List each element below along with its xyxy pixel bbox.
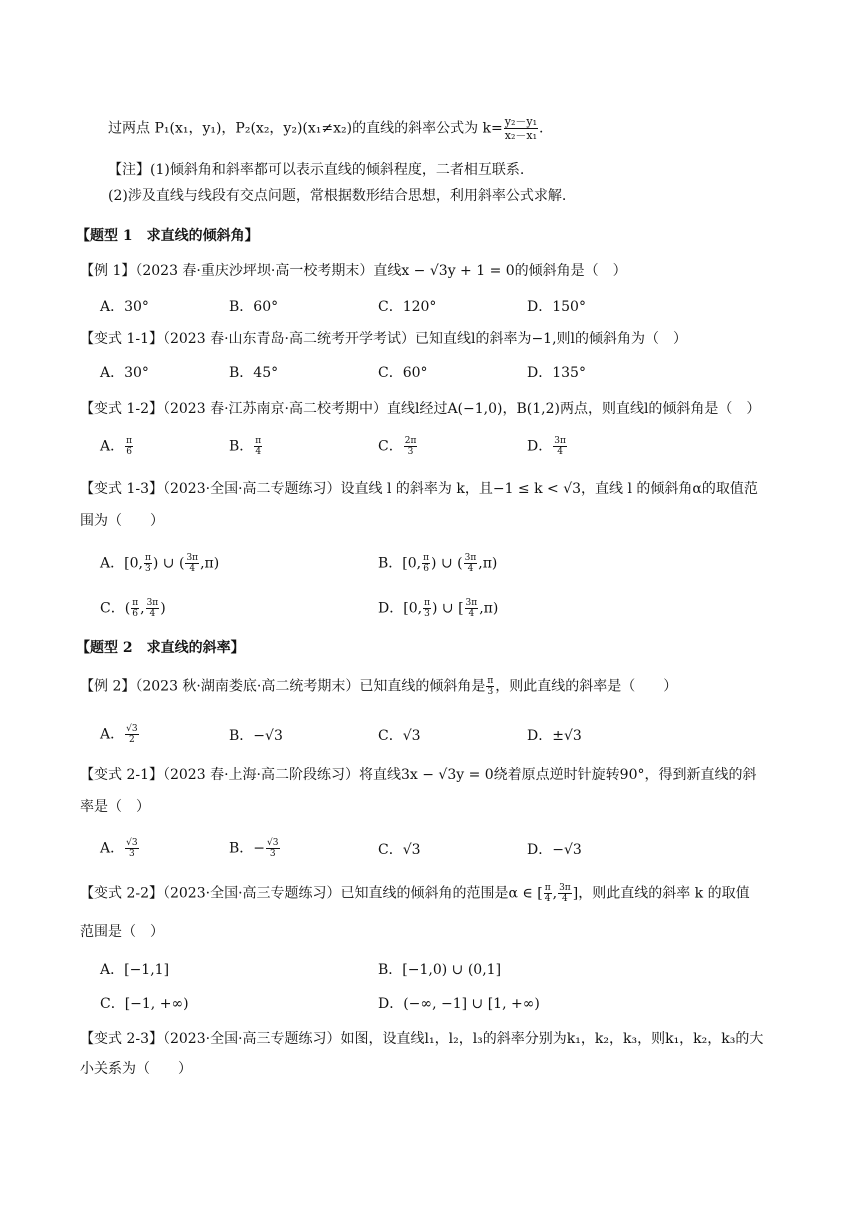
option-c: C．60°: [378, 365, 428, 381]
question-example-1: 【例 1】（2023 春·重庆沙坪坝·高一校考期末）直线x − √3y + 1 = 0的倾斜角是（ ）: [80, 263, 627, 279]
question-variant-1-1: 【变式 1-1】（2023 春·山东青岛·高二统考开学考试）已知直线l的斜率为−1,则l的倾斜角为（ ）: [80, 331, 688, 347]
option-a: A． $\frac{√3}{3}$: [100, 838, 138, 859]
option-d: D．150°: [527, 299, 586, 315]
question-variant-2-1: 【变式 2-1】（2023 春·上海·高二阶段练习）将直线3x − √3y = 0绕着原点逆时针旋转90°，得到新直线的斜: [80, 767, 757, 783]
option-b: B．[0, $\frac{\pi}{6}$ ) ∪ ( $\frac{3\pi}{4}$ ,π): [378, 553, 498, 574]
option-d: D．−√3: [527, 842, 582, 858]
question-variant-2-3-cont: 小关系为（ ）: [80, 1061, 192, 1077]
option-d: D．[0, $\frac{\pi}{3}$ ) ∪ [ $\frac{3\pi}{4}$ ,π): [378, 598, 499, 619]
option-b: B． $\frac{\pi}{4}$: [229, 436, 262, 457]
option-a: A．[0, $\frac{\pi}{3}$ ) ∪ ( $\frac{3\pi}{4}$ ,π): [100, 553, 220, 574]
option-c: C．√3: [378, 728, 421, 744]
option-b: B．−√3: [229, 728, 283, 744]
option-c: C．√3: [378, 842, 421, 858]
question-variant-1-3-cont: 围为（ ）: [80, 513, 164, 529]
note-2: (2)涉及直线与线段有交点问题，常根据数形结合思想，利用斜率公式求解.: [108, 188, 567, 204]
option-d: D．135°: [527, 365, 586, 381]
slope-fraction: [504, 115, 538, 142]
question-example-2: 【例 2】（2023 秋·湖南娄底·高二统考期末）已知直线的倾斜角是 $\frac{\pi}{3}$ ，则此直线的斜率是（ ）: [80, 676, 678, 697]
slope-formula-line: [108, 115, 543, 142]
question-variant-2-2: 【变式 2-2】（2023·全国·高三专题练习）已知直线的倾斜角的范围是α ∈ [ $\frac{\pi}{4}$ , $\frac{3\pi}{4}$ ]，则此直线的斜率 k 的取值: [80, 883, 750, 904]
option-b: B．60°: [229, 299, 279, 315]
section-heading-2: 【题型 2 求直线的斜率】: [76, 640, 245, 656]
question-variant-2-1-cont: 率是（ ）: [80, 799, 150, 815]
formula-text: 过两点 P₁(x₁，y₁)，P₂(x₂，y₂)(x₁≠x₂)的直线的斜率公式为 k=: [108, 120, 503, 137]
option-d: D．±√3: [527, 728, 582, 744]
fraction-numerator: y₂－y₁: [504, 115, 538, 128]
option-c: C．[−1, +∞): [100, 996, 189, 1012]
option-b: B．45°: [229, 365, 279, 381]
question-variant-1-3: 【变式 1-3】（2023·全国·高二专题练习）设直线 l 的斜率为 k，且−1 ≤ k < √3，直线 l 的倾斜角α的取值范: [80, 481, 758, 497]
option-b: B．[−1,0) ∪ (0,1]: [378, 962, 502, 978]
option-c: C． $\frac{2\pi}{3}$: [378, 436, 417, 457]
question-variant-2-3: 【变式 2-3】（2023·全国·高三专题练习）如图，设直线l₁，l₂，l₃的斜率分别为k₁，k₂，k₃，则k₁，k₂，k₃的大: [80, 1031, 764, 1047]
option-a: A． $\frac{√3}{2}$: [100, 724, 138, 745]
option-a: A．30°: [100, 299, 149, 315]
question-variant-2-2-cont: 范围是（ ）: [80, 924, 164, 940]
question-variant-1-2: 【变式 1-2】（2023 春·江苏南京·高二校考期中）直线l经过A(−1,0)，B(1,2)两点，则直线l的倾斜角是（ ）: [80, 401, 761, 417]
fraction-denominator: x₂－x₁: [504, 129, 537, 142]
formula-end: .: [539, 120, 544, 137]
option-d: D． $\frac{3\pi}{4}$: [527, 436, 566, 457]
note-1: 【注】(1)倾斜角和斜率都可以表示直线的倾斜程度，二者相互联系.: [108, 162, 525, 178]
option-a: A．[−1,1]: [100, 962, 170, 978]
option-c: C．120°: [378, 299, 437, 315]
option-b: B．− $\frac{√3}{3}$: [229, 838, 279, 859]
option-a: A． $\frac{\pi}{6}$: [100, 436, 133, 457]
option-a: A．30°: [100, 365, 149, 381]
option-c: C．( $\frac{\pi}{6}$ , $\frac{3\pi}{4}$ ): [100, 598, 166, 619]
section-heading-1: 【题型 1 求直线的倾斜角】: [76, 228, 259, 244]
option-d: D．(−∞, −1] ∪ [1, +∞): [378, 996, 540, 1012]
